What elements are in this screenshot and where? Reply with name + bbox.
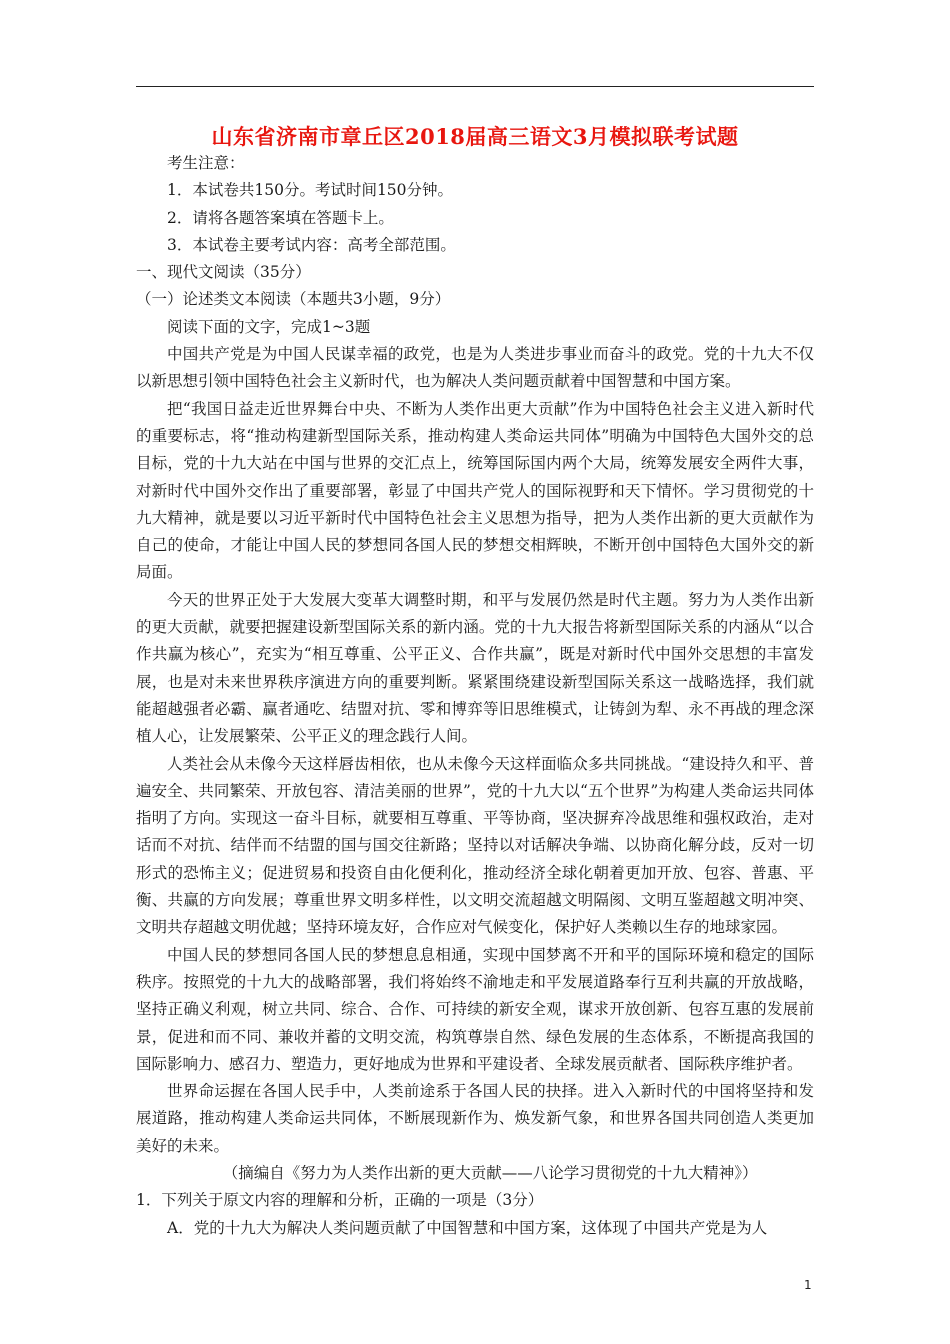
page-number: 1 [804,1278,812,1292]
subsection-heading: （一）论述类文本阅读（本题共3小题，9分） [136,290,451,309]
reading-instruction: 阅读下面的文字，完成1~3题 [167,317,371,336]
notice-heading: 考生注意： [167,154,245,172]
notice-item: 3．本试卷主要考试内容：高考全部范围。 [167,235,456,254]
article-paragraph: 中国人民的梦想同各国人民的梦想息息相通，实现中国梦离不开和平的国际环境和稳定的国际秩序。按照党的十九大的战略部署，我们将始终不渝地走和平发展道路奉行互利共赢的开放战略，坚持正确义利观，树立共同、综合、合作、可持续的新安全观，谋求开放创新、包容互惠的发展前景，促进和而不同、兼收并蓄的文明交流，构筑尊崇自然、绿色发展的生态体系，不断提高我国的国际影响力、感召力、塑造力，更好地成为世界和平建设者、全球发展贡献者、国际秩序维护者。 [136,945,814,1073]
document-body [136,150,814,1242]
article-source: （摘编自《努力为人类作出新的更大贡献——八论学习贯彻党的十九大精神》） [222,1163,758,1182]
notice-item: 2．请将各题答案填在答题卡上。 [167,208,394,227]
question-option-a: A．党的十九大为解决人类问题贡献了中国智慧和中国方案，这体现了中国共产党是为人 [167,1218,768,1237]
header-rule [136,86,814,87]
section-heading: 一、现代文阅读（35分） [136,263,311,282]
article-paragraph: 世界命运握在各国人民手中，人类前途系于各国人民的抉择。进入入新时代的中国将坚持和发展道路，推动构建人类命运共同体，不断展现新作为、焕发新气象，和世界各国共同创造人类更加美好的未来。 [136,1082,814,1155]
exam-title: 山东省济南市章丘区2018届高三语文3月模拟联考试题 [211,124,739,149]
notice-item: 1．本试卷共150分。考试时间150分钟。 [167,181,454,200]
article-paragraph: 今天的世界正处于大发展大变革大调整时期，和平与发展仍然是时代主题。努力为人类作出新的更大贡献，就要把握建设新型国际关系的新内涵。党的十九大报告将新型国际关系的内涵从“以合作共赢为核心”，充实为“相互尊重、公平正义、合作共赢”，既是对新时代中国外交思想的丰富发展，也是对未来世界秩序演进方向的重要判断。紧紧围绕建设新型国际关系这一战略选择，我们就能超越强者必霸、赢者通吃、结盟对抗、零和博弈等旧思维模式，让铸剑为犁、永不再战的理念深植人心，让发展繁荣、公平正义的理念践行人间。 [136,590,814,746]
question-stem: 1．下列关于原文内容的理解和分析，正确的一项是（3分） [136,1191,544,1210]
article-paragraph: 中国共产党是为中国人民谋幸福的政党，也是为人类进步事业而奋斗的政党。党的十九大不仅以新思想引领中国特色社会主义新时代，也为解决人类问题贡献着中国智慧和中国方案。 [136,345,814,391]
article-paragraph: 人类社会从未像今天这样唇齿相依，也从未像今天这样面临众多共同挑战。“建设持久和平、普遍安全、共同繁荣、开放包容、清洁美丽的世界”，党的十九大以“五个世界”为构建人类命运共同体指明了方向。实现这一奋斗目标，就要相互尊重、平等协商，坚决摒弃冷战思维和强权政治，走对话而不对抗、结伴而不结盟的国与国交往新路；坚持以对话解决争端、以协商化解分歧，反对一切形式的恐怖主义；促进贸易和投资自由化便利化，推动经济全球化朝着更加开放、包容、普惠、平衡、共赢的方向发展；尊重世界文明多样性，以文明交流超越文明隔阂、文明互鉴超越文明冲突、文明共存超越文明优越；坚持环境友好，合作应对气候变化，保护好人类赖以生存的地球家园。 [136,754,814,937]
article-paragraph: 把“我国日益走近世界舞台中央、不断为人类作出更大贡献”作为中国特色社会主义进入新时代的重要标志，将“推动构建新型国际关系，推动构建人类命运共同体”明确为中国特色大国外交的总目标，党的十九大站在中国与世界的交汇点上，统筹国际国内两个大局，统筹发展安全两件大事，对新时代中国外交作出了重要部署，彰显了中国共产党人的国际视野和天下情怀。学习贯彻党的十九大精神，就是要以习近平新时代中国特色社会主义思想为指导，把为人类作出新的更大贡献作为自己的使命，才能让中国人民的梦想同各国人民的梦想交相辉映，不断开创中国特色大国外交的新局面。 [136,399,814,582]
